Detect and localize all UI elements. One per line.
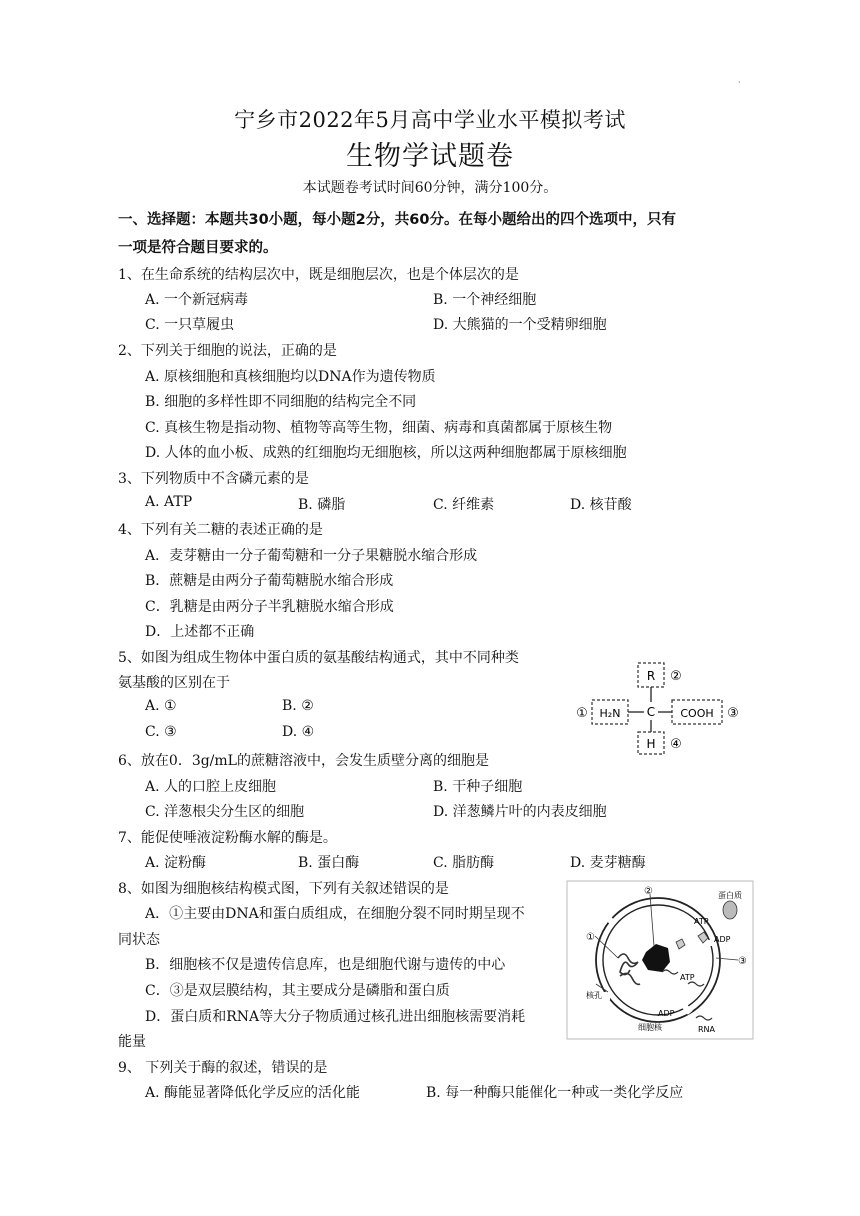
q1-option-c: C. 一只草履虫: [145, 317, 235, 333]
fig5-c-label: C: [646, 705, 656, 719]
q6-option-c: C. 洋葱根尖分生区的细胞: [145, 804, 305, 820]
q4-option-a: A．麦芽糖由一分子葡萄糖和一分子果糖脱水缩合形成: [145, 548, 478, 564]
q5-option-d: D. ④: [282, 724, 315, 740]
question-9-stem: 9、 下列关于酶的叙述，错误的是: [118, 1060, 328, 1076]
fig8-marker-2: ②: [644, 886, 653, 897]
question-4-stem: 4、下列有关二糖的表述正确的是: [118, 522, 323, 538]
q8-option-c: C．③是双层膜结构，其主要成分是磷脂和蛋白质: [145, 983, 450, 999]
q2-option-d: D. 人体的血小板、成熟的红细胞均无细胞核，所以这两种细胞都属于原核细胞: [145, 445, 627, 461]
fig8-nucleus-label: 细胞核: [638, 1023, 662, 1032]
q6-option-d: D. 洋葱鳞片叶的内表皮细胞: [433, 804, 607, 820]
exam-title: 宁乡市2022年5月高中学业水平模拟考试: [234, 108, 626, 132]
q9-option-b: B. 每一种酶只能催化一种或一类化学反应: [426, 1085, 684, 1101]
question-5-stem-line2: 氨基酸的区别在于: [118, 675, 230, 691]
q2-option-a: A. 原核细胞和真核细胞均以DNA作为遗传物质: [145, 369, 436, 385]
section-heading-line2: 一项是符合题目要求的。: [118, 240, 278, 256]
fig8-atp-label-1: ATP: [694, 917, 709, 926]
exam-note: 本试题卷考试时间60分钟，满分100分。: [302, 180, 558, 196]
fig8-pore-label: 核孔: [586, 991, 602, 1000]
q3-option-d: D. 核苷酸: [570, 497, 632, 513]
fig8-rna-label: RNA: [698, 1025, 716, 1034]
q8-option-a-line2: 同状态: [118, 932, 160, 948]
q7-option-b: B. 蛋白酶: [298, 855, 360, 871]
q8-option-b: B．细胞核不仅是遗传信息库，也是细胞代谢与遗传的中心: [145, 957, 506, 973]
q7-option-d: D. 麦芽糖酶: [570, 855, 646, 871]
q1-option-d: D. 大熊猫的一个受精卵细胞: [433, 317, 607, 333]
question-5-stem-line1: 5、如图为组成生物体中蛋白质的氨基酸结构通式，其中不同种类: [118, 650, 519, 666]
page-mark: ·: [738, 78, 741, 87]
q8-option-a-line1: A．①主要由DNA和蛋白质组成，在细胞分裂不同时期呈现不: [145, 906, 525, 922]
fig8-protein-label: 蛋白质: [718, 891, 742, 900]
fig8-marker-3: ③: [738, 956, 747, 967]
amino-acid-structure-figure: [572, 658, 742, 758]
q9-option-a: A. 酶能显著降低化学反应的活化能: [145, 1085, 361, 1101]
fig8-atp-label-2: ATP: [680, 973, 695, 982]
q5-option-c: C. ③: [145, 724, 177, 740]
q3-option-b: B. 磷脂: [298, 497, 346, 513]
q2-option-b: B. 细胞的多样性即不同细胞的结构完全不同: [145, 394, 417, 410]
fig8-marker-1: ①: [586, 932, 595, 943]
q5-option-b: B. ②: [282, 698, 314, 714]
nucleus-structure-figure: [566, 880, 754, 1040]
q3-option-a: A. ATP: [145, 494, 193, 510]
section-heading-line1: 一、选择题：本题共30小题，每小题2分，共60分。在每小题给出的四个选项中，只有: [118, 212, 676, 228]
question-1-stem: 1、在生命系统的结构层次中，既是细胞层次，也是个体层次的是: [118, 267, 519, 283]
q7-option-a: A. 淀粉酶: [145, 855, 207, 871]
q5-option-a: A. ①: [145, 698, 177, 714]
exam-subtitle: 生物学试题卷: [346, 141, 514, 172]
fig5-r-label: R: [646, 669, 656, 683]
fig5-marker-3: ③: [727, 706, 739, 721]
q8-option-d-line2: 能量: [118, 1034, 146, 1050]
fig5-marker-2: ②: [670, 669, 682, 684]
q4-option-d: D．上述都不正确: [145, 624, 255, 640]
fig8-adp-label-2: ADP: [658, 1009, 675, 1018]
q6-option-a: A. 人的口腔上皮细胞: [145, 779, 277, 795]
q1-option-a: A. 一个新冠病毒: [145, 292, 249, 308]
q4-option-b: B．蔗糖是由两分子葡萄糖脱水缩合形成: [145, 573, 394, 589]
fig5-marker-4: ④: [670, 737, 682, 752]
fig5-h-label: H: [646, 737, 656, 751]
question-6-stem: 6、放在0．3g/mL的蔗糖溶液中，会发生质壁分离的细胞是: [118, 753, 489, 769]
q8-option-d-line1: D．蛋白质和RNA等大分子物质通过核孔进出细胞核需要消耗: [145, 1009, 526, 1025]
question-8-stem: 8、如图为细胞核结构模式图，下列有关叙述错误的是: [118, 881, 449, 897]
question-3-stem: 3、下列物质中不含磷元素的是: [118, 471, 309, 487]
q7-option-c: C. 脂肪酶: [433, 855, 495, 871]
q3-option-c: C. 纤维素: [433, 497, 495, 513]
q2-option-c: C. 真核生物是指动物、植物等高等生物，细菌、病毒和真菌都属于原核生物: [145, 420, 613, 436]
question-7-stem: 7、能促使唾液淀粉酶水解的酶是。: [118, 830, 337, 846]
q1-option-b: B. 一个神经细胞: [433, 292, 537, 308]
fig8-adp-label-1: ADP: [714, 935, 731, 944]
fig5-marker-1: ①: [576, 706, 588, 721]
question-2-stem: 2、下列关于细胞的说法，正确的是: [118, 343, 337, 359]
fig5-cooh-label: COOH: [680, 707, 714, 720]
q4-option-c: C．乳糖是由两分子半乳糖脱水缩合形成: [145, 599, 394, 615]
fig5-nh2-label: H₂N: [599, 707, 621, 720]
q6-option-b: B. 干种子细胞: [433, 779, 523, 795]
